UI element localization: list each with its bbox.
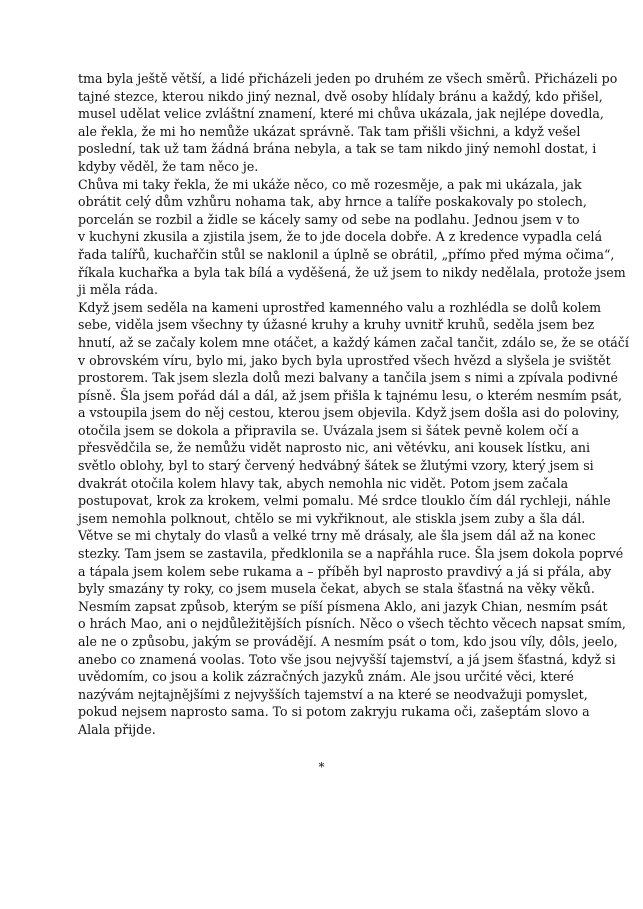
text-line: světlo oblohy, byl to starý červený hedvábný šátek se žlutými vzory, který jsem si (78, 458, 594, 474)
text-line: o hrách Mao, ani o nejdůležitějších písních. Něco o všech těchto věcech napsat smím, (78, 616, 626, 632)
text-line: jsem nemohla polknout, chtělo se mi vykřiknout, ale stiskla jsem zuby a šla dál. (78, 510, 586, 526)
text-line: kdyby věděl, že tam něco je. (78, 158, 259, 174)
text-line: sebe, viděla jsem všechny ty úžasné kruhy a kruhy uvnitř kruhů, seděla jsem bez (78, 317, 595, 333)
text-line: nazývám nejtajnějšími z nejvyšších tajemství a na které se neodvažuji pomyslet, (78, 686, 588, 702)
text-line: ji měla ráda. (78, 282, 158, 298)
text-line: Větve se mi chytaly do vlasů a velké trny mě drásaly, ale šla jsem dál až na konec (78, 528, 596, 544)
text-line: pokud nejsem naprosto sama. To si potom zakryju rukama oči, zašeptám slovo a (78, 704, 590, 720)
text-line: porcelán se rozbil a židle se kácely samy od sebe na podlahu. Jednou jsem v to (78, 211, 580, 227)
text-line: Alala přijde. (78, 721, 156, 737)
text-line: Když jsem seděla na kameni uprostřed kamenného valu a rozhlédla se dolů kolem (78, 299, 602, 315)
text-line: ale řekla, že mi ho nemůže ukázat správně. Tak tam přišli všichni, a když vešel (78, 123, 581, 139)
text-line: anebo co znamená voolas. Toto vše jsou nejvyšší tajemství, a já jsem šťastná, když si (78, 651, 616, 667)
text-line: a vstoupila jsem do něj cestou, kterou jsem objevila. Když jsem došla asi do poloviny, (78, 405, 620, 421)
text-line: ale ne o způsobu, jakým se provádějí. A nesmím psát o tom, kdo jsou víly, dôls, jeelo, (78, 634, 618, 649)
text-line: prostorem. Tak jsem slezla dolů mezi balvany a tančila jsem s nimi a zpívala podivné (78, 370, 618, 386)
text-line: řada talířů, kuchařčin stůl se naklonil a úplně se obrátil, „přímo před mýma očima“, (78, 246, 615, 262)
text-line: říkala kuchařka a byla tak bílá a vyděšená, že už jsem to nikdy nedělala, protože jsem (78, 264, 626, 280)
text-line: Chůva mi taky řekla, že mi ukáže něco, co mě rozesměje, a pak mi ukázala, jak (78, 176, 582, 192)
text-line: dvakrát otočila kolem hlavy tak, abych nemohla nic vidět. Potom jsem začala (78, 475, 569, 491)
text-line: uvědomím, co jsou a kolik zázračných jazyků znám. Ale jsou určité věci, které (78, 669, 574, 685)
body-text (78, 70, 629, 739)
text-line: v kuchyni zkusila a zjistila jsem, že to jde docela dobře. A z kredence vypadla celá (78, 229, 603, 245)
text-line: stezky. Tam jsem se zastavila, předklonila se a napřáhla ruce. Šla jsem dokola poprvé (78, 546, 624, 562)
text-line: tma byla ještě větší, a lidé přicházeli jeden po druhém ze všech směrů. Přicházeli po (78, 71, 618, 86)
text-line: tajné stezce, kterou nikdo jiný neznal, dvě osoby hlídaly bránu a každý, kdo přišel, (78, 88, 603, 104)
text-line: postupovat, krok za krokem, velmi pomalu. Mé srdce tlouklo čím dál rychleji, náhle (78, 493, 611, 509)
text-line: obrátit celý dům vzhůru nohama tak, aby hrnce a talíře poskakovaly po stolech, (78, 194, 587, 210)
text-line: otočila jsem se dokola a připravila se. Uvázala jsem si šátek pevně kolem očí a (78, 422, 580, 438)
text-line: Nesmím zapsat způsob, kterým se píší písmena Aklo, ani jazyk Chian, nesmím psát (78, 598, 608, 614)
text-line: poslední, tak už tam žádná brána nebyla, a tak se tam nikdo jiný nemohl dostat, i (78, 141, 597, 157)
text-line: přesvědčila se, že nemůžu vidět naprosto nic, ani větévku, ani kousek lístku, ani (78, 440, 591, 456)
text-line: byly smazány ty roky, co jsem musela čekat, abych se stala šťastná na věky věků. (78, 581, 595, 597)
text-line: musel udělat velice zvláštní znamení, které mi chůva ukázala, jak nejlépe dovedla, (78, 106, 604, 122)
text-line: písně. Šla jsem pořád dál a dál, až jsem přišla k tajnému lesu, o kterém nesmím psát, (78, 387, 623, 403)
text-line: a tápala jsem kolem sebe rukama a – příběh byl naprosto pravdivý a já si přála, aby (78, 563, 612, 579)
text-line: v obrovském víru, bylo mi, jako bych byla uprostřed všech hvězd a slyšela je svištět (78, 352, 611, 368)
section-separator: * (318, 760, 325, 774)
text-line: hnutí, až se začaly kolem mne otáčet, a každý kámen začal tančit, zdálo se, že se otáčí (78, 334, 629, 350)
